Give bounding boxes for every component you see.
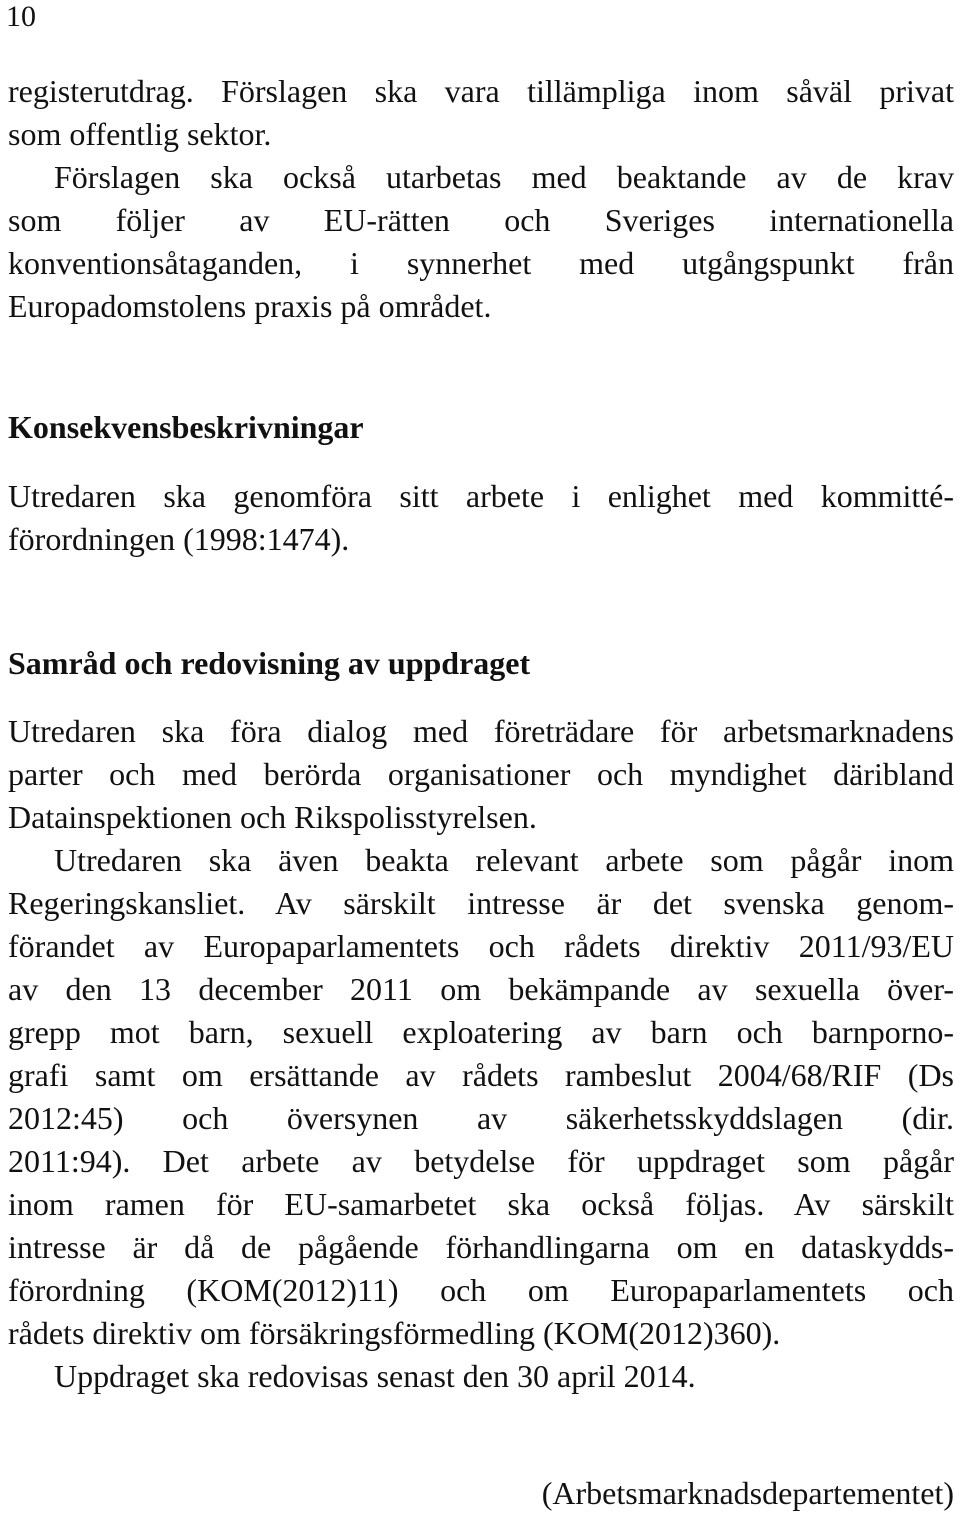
body-text-line: grepp mot barn, sexuell exploatering av barn och barnporno-: [8, 1014, 954, 1050]
body-text-line: intresse är då de pågående förhandlingarna om en dataskydds-: [8, 1229, 954, 1265]
body-text-line: av den 13 december 2011 om bekämpande av sexuella över-: [8, 971, 954, 1007]
body-text-line: Utredaren ska föra dialog med företrädare för arbetsmarknadens: [8, 713, 954, 749]
section-heading-consequences: Konsekvensbeskrivningar: [8, 409, 364, 445]
intro-paragraph: [8, 70, 954, 328]
body-text-line: Europadomstolens praxis på området.: [8, 288, 492, 324]
body-text-line: förordningen (1998:1474).: [8, 521, 350, 557]
body-text-line: som offentlig sektor.: [8, 116, 272, 152]
body-text-line: inom ramen för EU-samarbetet ska också följas. Av särskilt: [8, 1186, 954, 1222]
body-text-line: Utredaren ska även beakta relevant arbete som pågår inom: [54, 842, 954, 878]
department-signature: (Arbetsmarknadsdepartementet): [541, 1475, 954, 1511]
body-text-line: som följer av EU-rätten och Sveriges internationella: [8, 202, 954, 238]
body-text-line: Datainspektionen och Rikspolisstyrelsen.: [8, 799, 537, 835]
body-text-line: konventionsåtaganden, i synnerhet med utgångspunkt från: [8, 245, 954, 281]
body-text-line: 2012:45) och översynen av säkerhetsskyddslagen (dir.: [8, 1100, 954, 1136]
body-text-line: Regeringskansliet. Av särskilt intresse är det svenska genom-: [8, 885, 954, 921]
consultation-paragraph: [8, 710, 954, 1398]
body-text-line: rådets direktiv om försäkringsförmedling (KOM(2012)360).: [8, 1315, 781, 1351]
body-text-line: 2011:94). Det arbete av betydelse för uppdraget som pågår: [8, 1143, 954, 1179]
body-text-line: Utredaren ska genomföra sitt arbete i enlighet med kommitté-: [8, 478, 954, 514]
body-text-line: parter och med berörda organisationer och myndighet däribland: [8, 756, 954, 792]
body-text-line: förordning (KOM(2012)11) och om Europaparlamentets och: [8, 1272, 954, 1308]
consequences-paragraph: [8, 475, 954, 561]
body-text-line: Förslagen ska också utarbetas med beaktande av de krav: [54, 159, 954, 195]
body-text-line: förandet av Europaparlamentets och rådets direktiv 2011/93/EU: [8, 928, 954, 964]
page-number: 10: [6, 0, 36, 33]
body-text-line: registerutdrag. Förslagen ska vara tillämpliga inom såväl privat: [8, 73, 954, 109]
body-text-line: Uppdraget ska redovisas senast den 30 april 2014.: [54, 1358, 696, 1394]
body-text-line: grafi samt om ersättande av rådets rambeslut 2004/68/RIF (Ds: [8, 1057, 954, 1093]
section-heading-consultation: Samråd och redovisning av uppdraget: [8, 645, 531, 681]
